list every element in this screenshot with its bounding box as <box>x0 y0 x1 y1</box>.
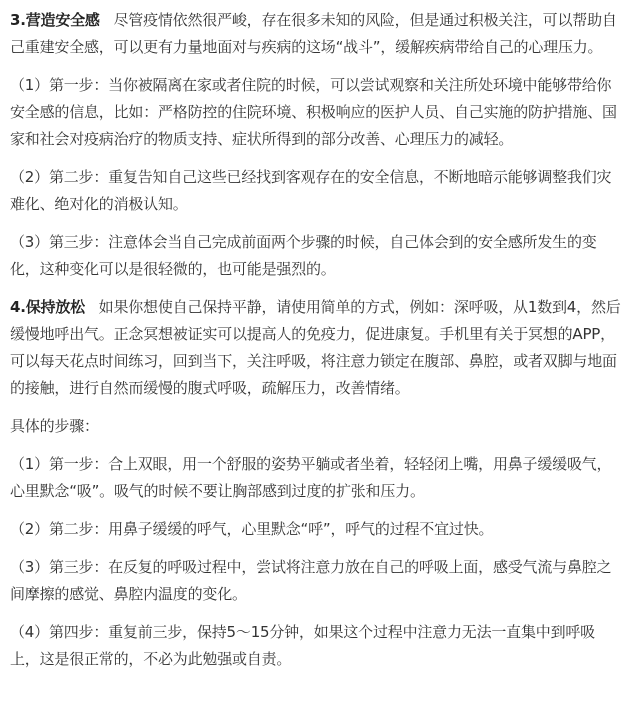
section-4-intro-text: 如果你想使自己保持平静，请使用简单的方式，例如：深呼吸，从1数到4，然后缓慢地呼出气。正念冥想被证实可以提高人的免疫力，促进康复。手机里有关于冥想的APP，可以每天花点时间练习，回到当下，关注呼吸，将注意力锁定在腹部、鼻腔，或者双脚与地面的接触，进行自然而缓慢的腹式呼吸，疏解压力，改善情绪。 <box>10 298 621 397</box>
section-3-heading: 3.营造安全感 <box>10 11 100 29</box>
section-3-intro-text: 尽管疫情依然很严峻，存在很多未知的风险，但是通过积极关注，可以帮助自己重建安全感，可以更有力量地面对与疾病的这场“战斗”，缓解疾病带给自己的心理压力。 <box>10 11 617 56</box>
section-3-step-3: （3）第三步：注意体会当自己完成前面两个步骤的时候，自己体会到的安全感所发生的变化，这种变化可以是很轻微的，也可能是强烈的。 <box>10 233 597 278</box>
section-4-step-4: （4）第四步：重复前三步，保持5～15分钟，如果这个过程中注意力无法一直集中到呼吸上，这是很正常的，不必为此勉强或自责。 <box>10 623 595 668</box>
section-3-step-2: （2）第二步：重复告知自己这些已经找到客观存在的安全信息，不断地暗示能够调整我们灾难化、绝对化的消极认知。 <box>10 168 612 213</box>
section-3-intro-paragraph <box>10 7 624 61</box>
section-4-step-3: （3）第三步：在反复的呼吸过程中，尝试将注意力放在自己的呼吸上面，感受气流与鼻腔之间摩擦的感觉、鼻腔内温度的变化。 <box>10 558 612 603</box>
section-3-step-1: （1）第一步：当你被隔离在家或者住院的时候，可以尝试观察和关注所处环境中能够带给你安全感的信息，比如：严格防控的住院环境、积极响应的医护人员、自己实施的防护措施、国家和社会对疫病治疗的物质支持、症状所得到的部分改善、心理压力的减轻。 <box>10 76 617 148</box>
section-4-subheading: 具体的步骤： <box>10 417 99 435</box>
section-4-step-1: （1）第一步：合上双眼，用一个舒服的姿势平躺或者坐着，轻轻闭上嘴，用鼻子缓缓吸气，心里默念“吸”。吸气的时候不要让胸部感到过度的扩张和压力。 <box>10 455 612 500</box>
section-4-intro-paragraph <box>10 294 624 402</box>
section-4-heading: 4.保持放松 <box>10 298 85 316</box>
section-4-step-2: （2）第二步：用鼻子缓缓的呼气，心里默念“呼”，呼气的过程不宜过快。 <box>10 520 494 538</box>
